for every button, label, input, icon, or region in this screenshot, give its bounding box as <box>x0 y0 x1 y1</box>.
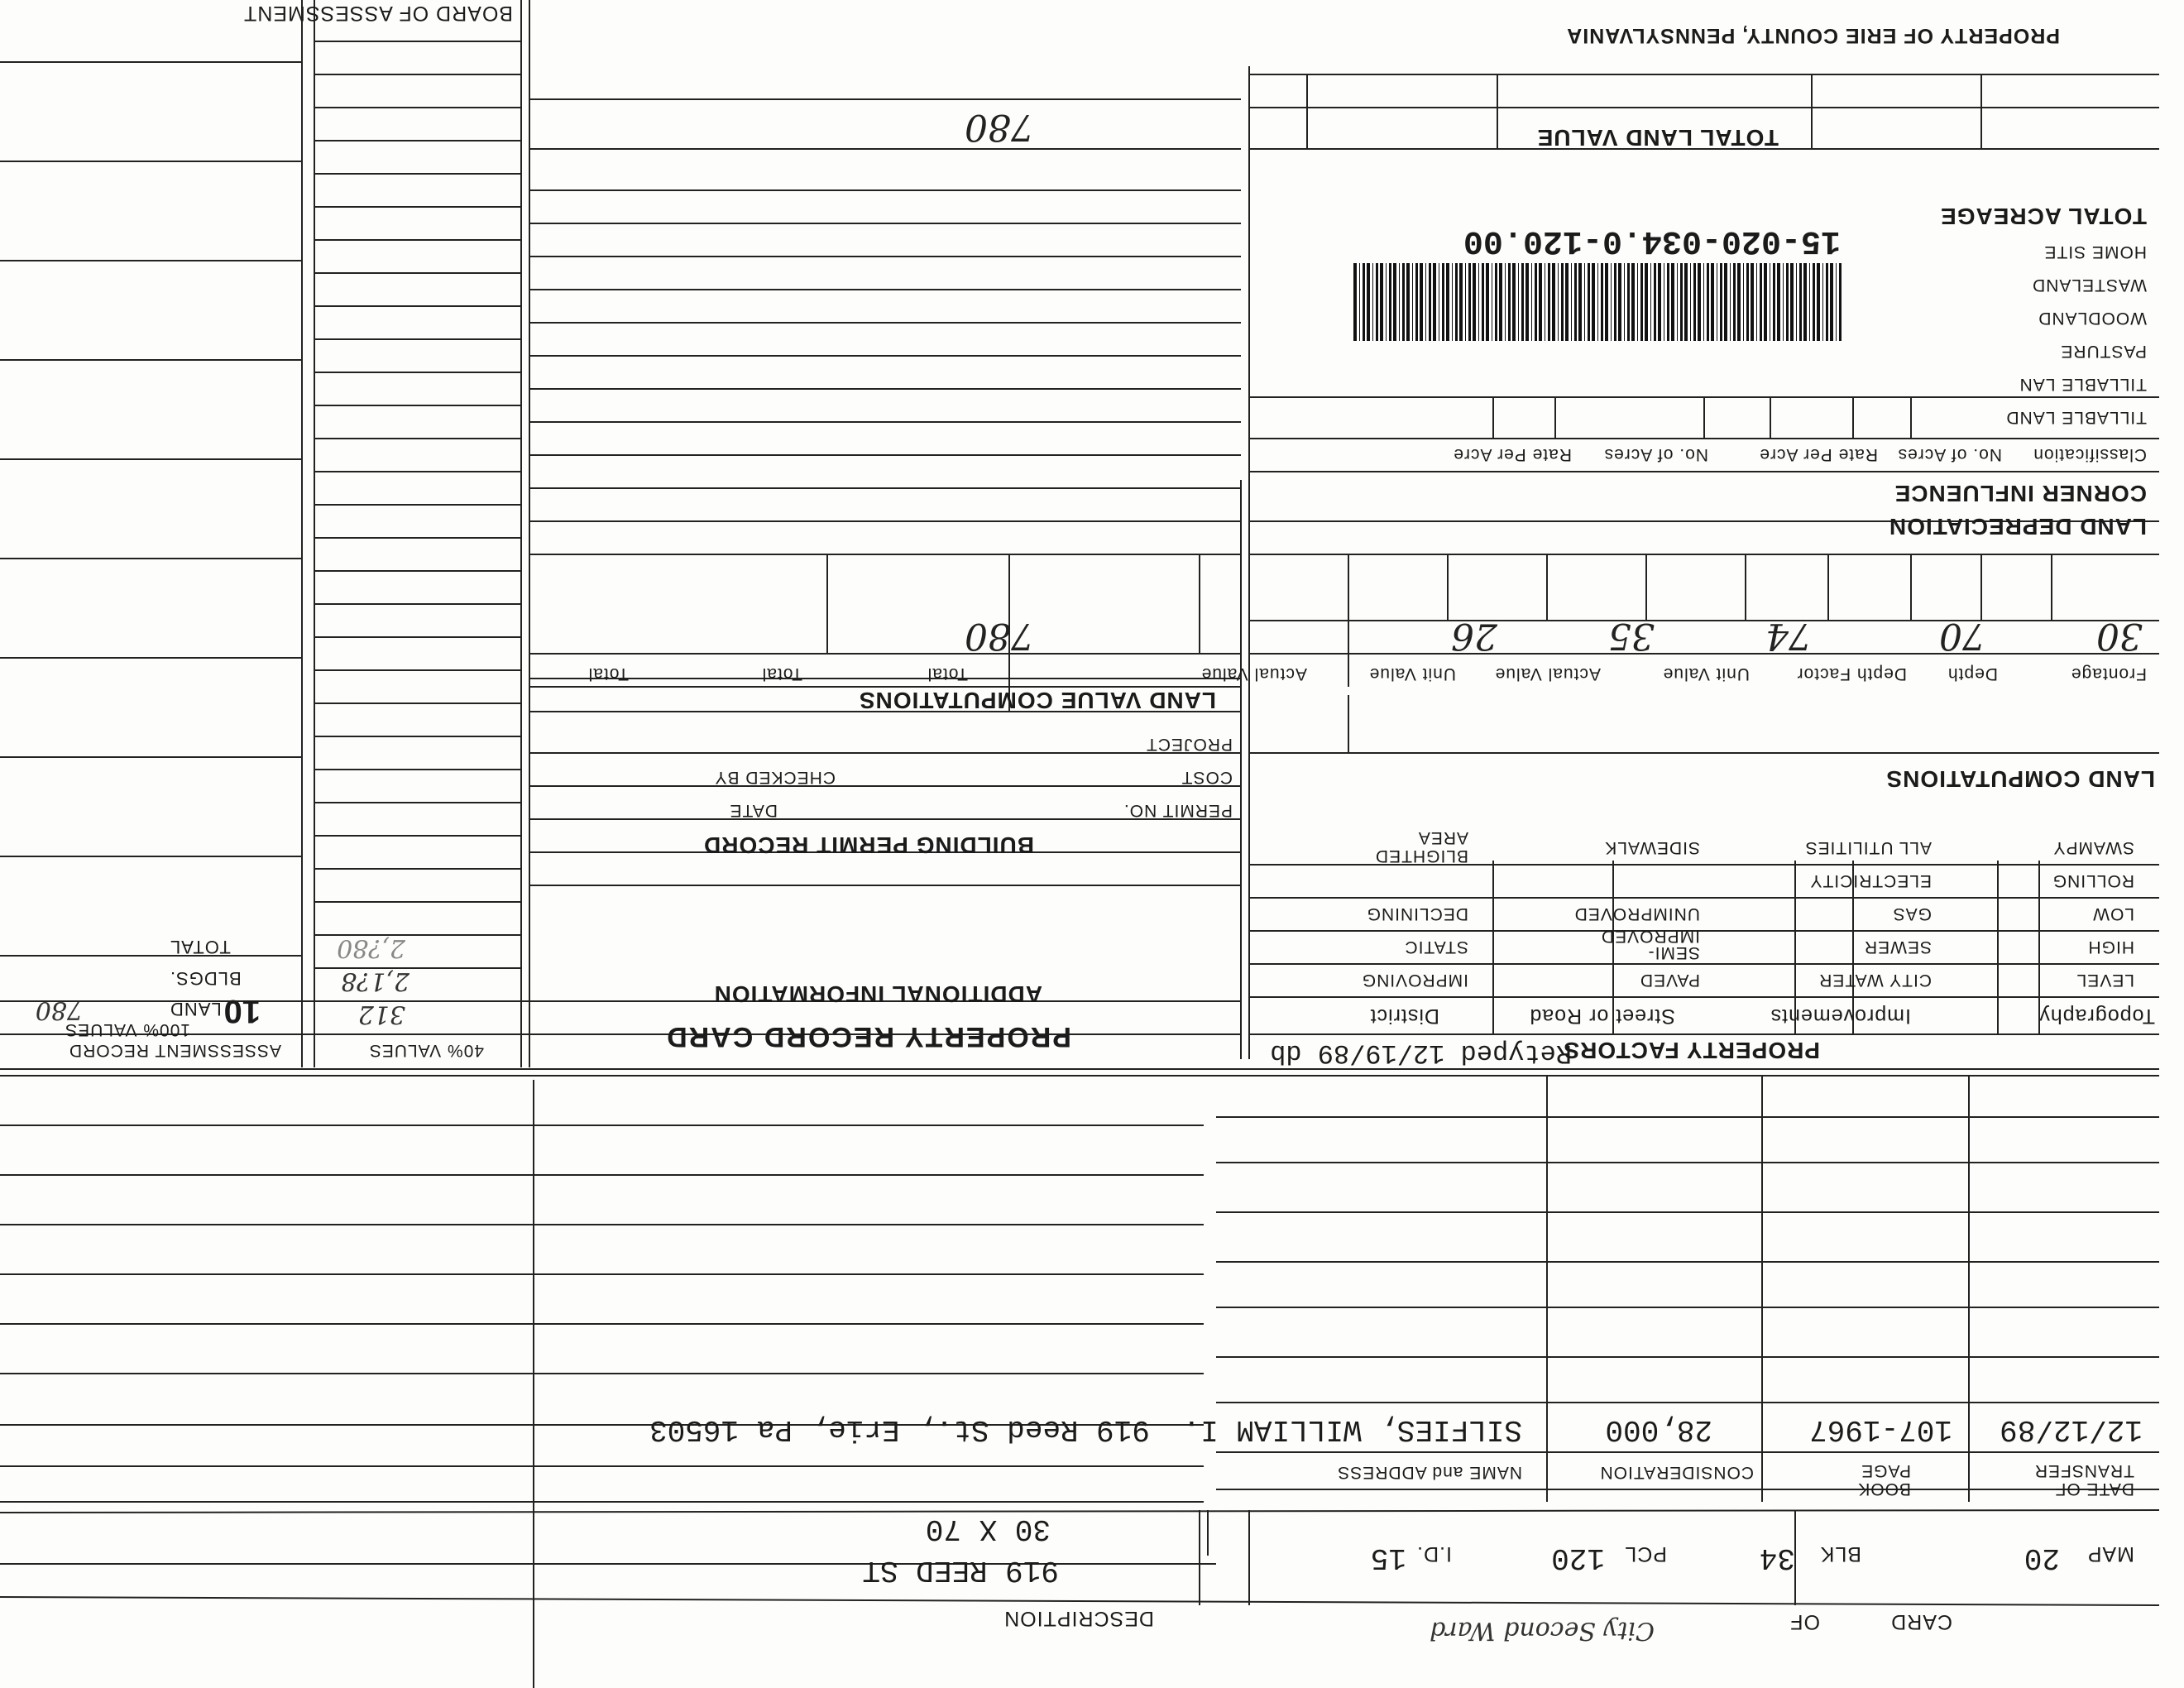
improve-city-water: CITY WATER <box>1818 971 1932 990</box>
classification-header: Classification <box>2033 445 2147 464</box>
street-semi: SEMI- <box>1647 943 1700 962</box>
book-header: BOOK <box>1857 1479 1911 1499</box>
values-100-header: 100% VALUES <box>65 1020 190 1039</box>
values-40-bldgs: 2,1?8 <box>341 966 410 995</box>
assessment-land-value: 780 <box>35 995 83 1024</box>
permit-cost-label: COST <box>1181 768 1233 787</box>
assessment-marker: 10 <box>223 993 261 1029</box>
lvc-depth-factor-header: Depth Factor <box>1796 664 1907 683</box>
date-of-transfer-header: DATE OF <box>2054 1479 2134 1499</box>
improvements-header: Improvements <box>1770 1005 1911 1028</box>
book-page: 107-1967 <box>1809 1412 1952 1446</box>
parcel-barcode <box>1353 263 1842 341</box>
id-label: I.D. <box>1416 1542 1452 1566</box>
corner-influence-label: CORNER INFLUENCE <box>1894 481 2147 506</box>
no-acres-header: No. of Acres <box>1897 445 2002 464</box>
consideration-header: CONSIDERATION <box>1599 1463 1754 1482</box>
board-header: BOARD OF ASSESSMENT <box>242 2 513 25</box>
checked-by-label: CHECKED BY <box>714 768 836 787</box>
lvc-total-header-3: Total <box>587 664 629 683</box>
topo-level: LEVEL <box>2076 971 2134 990</box>
improve-electricity: ELECTRICITY <box>1809 871 1932 890</box>
property-factors-title: PROPERTY FACTORS <box>1563 1038 1820 1063</box>
description-line-2: 30 X 70 <box>925 1512 1051 1546</box>
additional-information-label: ADDITIONAL INFORMATION <box>713 981 1042 1007</box>
lvc-total-header-2: Total <box>761 664 802 683</box>
project-label: PROJECT <box>1145 735 1233 754</box>
card-label: CARD <box>1890 1610 1952 1633</box>
district-blighted: BLIGHTED <box>1374 846 1468 866</box>
blk-value: 34 <box>1759 1541 1795 1575</box>
improve-sewer: SEWER <box>1863 938 1932 957</box>
permit-no-label: PERMIT NO. <box>1123 801 1233 820</box>
values-40-total: 2,?80 <box>337 933 405 962</box>
county-header: PROPERTY OF ERIE COUNTY, PENNSYLVANIA <box>1566 24 2060 47</box>
topo-low: LOW <box>2092 904 2134 923</box>
name-address-header: NAME and ADDRESS <box>1337 1463 1522 1482</box>
land-computations-title: LAND COMPUTATIONS <box>1885 766 2155 792</box>
lvc-unit-value-header: Unit Value <box>1662 664 1750 683</box>
total-land-value-amount: 780 <box>965 106 1034 148</box>
pcl-value: 120 <box>1551 1541 1605 1575</box>
no-acres-header-2: No. of Acres <box>1603 445 1708 464</box>
map-value: 20 <box>2024 1541 2060 1575</box>
rate-acre-header: Rate Per Acre <box>1759 445 1878 464</box>
owner-name: SILFIES, WILLIAM I. <box>1182 1412 1522 1446</box>
district-area: AREA <box>1417 828 1468 847</box>
pasture-label: PASTURE <box>2060 342 2147 361</box>
date-of-transfer-header-2: TRANSFER <box>2033 1461 2134 1480</box>
lvc-unit-value-value: 35 <box>1608 615 1655 657</box>
description-line-1: 919 REED ST <box>862 1553 1059 1587</box>
building-permit-title: BUILDING PERMIT RECORD <box>703 832 1034 858</box>
transfer-date: 12/12/89 <box>2000 1412 2143 1446</box>
topo-swampy: SWAMPY <box>2052 838 2134 857</box>
assess-row-land: LAND <box>170 999 222 1019</box>
of-label: OF <box>1789 1610 1820 1633</box>
improve-gas: GAS <box>1892 904 1932 923</box>
page-header: PAGE <box>1861 1461 1911 1480</box>
home-site-label: HOME SITE <box>2043 242 2147 261</box>
id-value: 15 <box>1370 1541 1406 1575</box>
owner-address: 919 Reed St., Erie, Pa 16503 <box>649 1412 1150 1446</box>
tillable-land-label: TILLABLE LAND <box>2005 408 2147 427</box>
values-40-header: 40% VALUES <box>368 1041 484 1060</box>
topography-header: Topography <box>2038 1005 2155 1028</box>
district-static: STATIC <box>1404 938 1468 957</box>
values-40-land: 312 <box>357 1000 405 1029</box>
land-depreciation-label: LAND DEPRECIATION <box>1888 514 2147 539</box>
lvc-frontage-value: 30 <box>2096 615 2143 657</box>
blk-label: BLK <box>1819 1542 1861 1566</box>
district-improving: IMPROVING <box>1361 971 1468 990</box>
wasteland-label: WASTELAND <box>2032 276 2147 295</box>
total-acreage-label: TOTAL ACREAGE <box>1940 204 2147 229</box>
lvc-actual-value-value: 26 <box>1451 615 1497 657</box>
record-card-title: PROPERTY RECORD CARD <box>665 1021 1071 1053</box>
woodland-label: WOODLAND <box>2038 309 2147 328</box>
street-paved: PAVED <box>1639 971 1700 990</box>
ward-name: City Second Ward <box>1430 1616 1655 1645</box>
district-header: District <box>1369 1005 1439 1028</box>
rate-acre-header-2: Rate Per Acre <box>1453 445 1572 464</box>
lvc-depth-factor-value: 74 <box>1765 615 1812 657</box>
retyped-note: Retyped 12/19/89 db <box>1270 1038 1572 1068</box>
lvc-actual-value-header: Actual Value <box>1494 664 1601 683</box>
district-declining: DECLINING <box>1366 904 1468 923</box>
tillable-lan-label: TILLABLE LAN <box>2019 375 2147 394</box>
street-sidewalk: SIDEWALK <box>1604 838 1700 857</box>
assess-row-total: TOTAL <box>170 937 231 957</box>
lvc-total-header-1: Total <box>927 664 968 683</box>
pcl-label: PCL <box>1624 1542 1667 1566</box>
total-land-value-label: TOTAL LAND VALUE <box>1536 125 1779 151</box>
lvc-depth-header: Depth <box>1947 664 1998 683</box>
land-value-computations-title: LAND VALUE COMPUTATIONS <box>858 688 1216 713</box>
street-improved: IMPROVED <box>1600 927 1700 946</box>
lvc-depth-value: 70 <box>1939 615 1985 657</box>
lvc-total-value: 780 <box>965 615 1034 657</box>
improve-all-utilities: ALL UTILITIES <box>1804 838 1932 857</box>
map-label: MAP <box>2086 1542 2134 1566</box>
topo-high: HIGH <box>2087 938 2134 957</box>
description-label: DESCRIPTION <box>1003 1607 1154 1630</box>
topo-rolling: ROLLING <box>2052 871 2134 890</box>
consideration-value: 28,000 <box>1605 1412 1712 1446</box>
permit-date-label: DATE <box>729 801 778 820</box>
lvc-unit-value-2-header: Unit Value <box>1368 664 1456 683</box>
street-header: Street or Road <box>1529 1005 1675 1028</box>
parcel-number: 15-020-034.0-120.00 <box>1463 222 1841 259</box>
lvc-actual-value-2-header: Actual Value <box>1200 664 1307 683</box>
assessment-record-header: ASSESSMENT RECORD <box>69 1041 281 1060</box>
assess-row-bldgs: BLDGS. <box>170 968 242 989</box>
lvc-frontage-header: Frontage <box>2070 664 2147 683</box>
street-unimproved: UNIMPROVED <box>1573 904 1700 923</box>
